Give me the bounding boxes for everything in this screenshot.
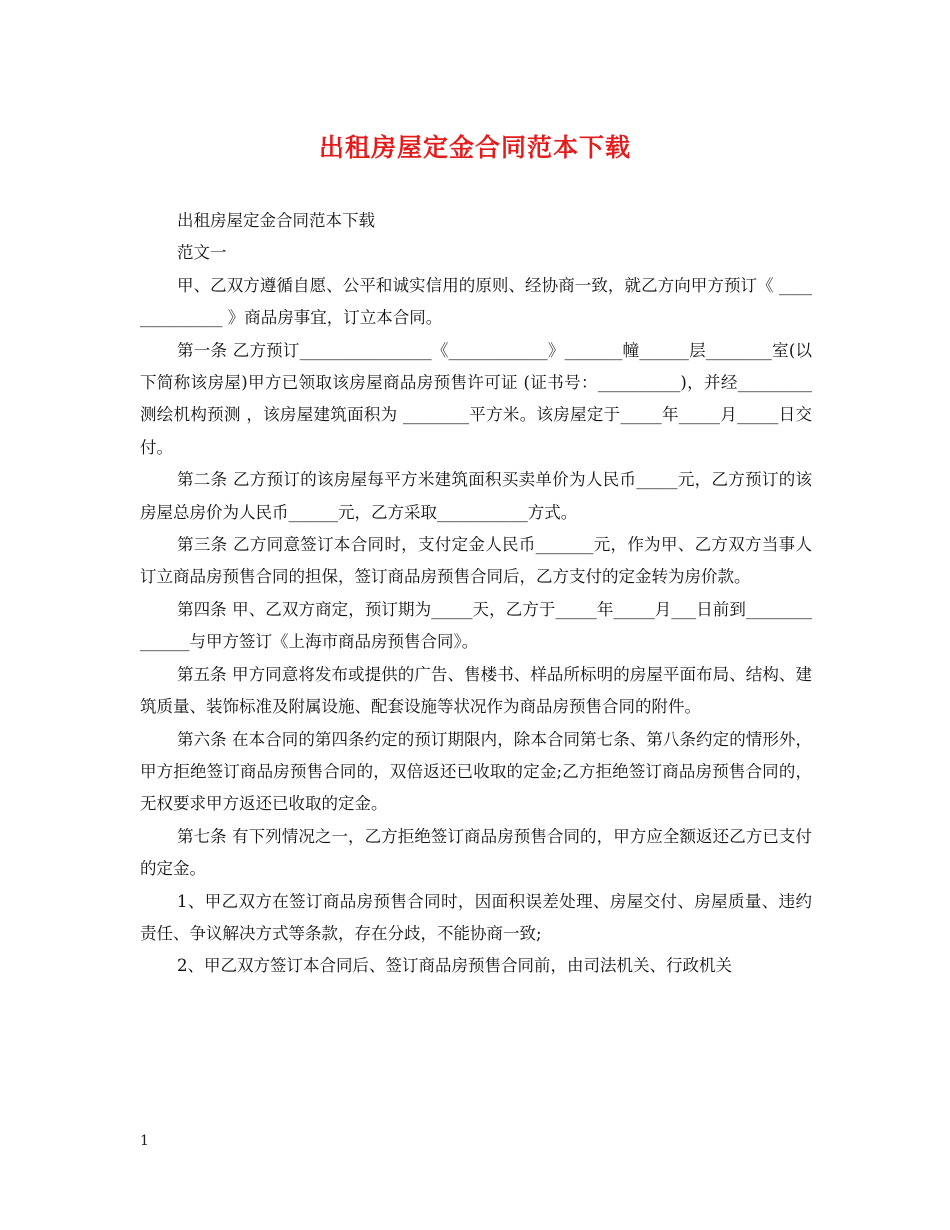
paragraph-article-3: 第三条 乙方同意签订本合同时，支付定金人民币_______元，作为甲、乙方双方当事人订立商品房预售合同的担保，签订商品房预售合同后，乙方支付的定金转为房价款。 (140, 535, 812, 587)
paragraph-item-2: 2、甲乙双方签订本合同后、签订商品房预售合同前，由司法机关、行政机关 (177, 956, 732, 976)
paragraph-sample-label: 范文一 (177, 243, 227, 263)
paragraph-item-1: 1、甲乙双方在签订商品房预售合同时，因面积误差处理、房屋交付、房屋质量、违约责任、争议解决方式等条款，存在分歧，不能协商一致; (140, 891, 812, 943)
paragraph-article-2: 第二条 乙方预订的该房屋每平方米建筑面积买卖单价为人民币_____元，乙方预订的该房屋总房价为人民币______元，乙方采取___________方式。 (140, 470, 812, 522)
paragraph-article-1: 第一条 乙方预订________________《____________》_______幢______层________室(以下简称该房屋)甲方已领取该房屋商品房预售许可证 (证书号：__________)，并经_________测绘机构预测 ，该房屋建筑面积为 ________平方米。该房屋定于_____年_____月_____日交付。 (140, 340, 812, 457)
paragraph-article-4: 第四条 甲、乙双方商定，预订期为_____天，乙方于_____年_____月___日前到______________与甲方签订《上海市商品房预售合同》。 (140, 599, 812, 652)
document-title: 出租房屋定金合同范本下载 (318, 133, 631, 162)
paragraph-article-5: 第五条 甲方同意将发布或提供的广告、售楼书、样品所标明的房屋平面布局、结构、建筑质量、装饰标准及附属设施、配套设施等状况作为商品房预售合同的附件。 (140, 664, 812, 717)
paragraph-preamble: 甲、乙双方遵循自愿、公平和诚实信用的原则、经协商一致，就乙方向甲方预订《 ______________ 》商品房事宜，订立本合同。 (140, 275, 812, 328)
document-body (140, 205, 812, 983)
paragraph-article-6: 第六条 在本合同的第四条约定的预订期限内，除本合同第七条、第八条约定的情形外，甲方拒绝签订商品房预售合同的，双倍返还已收取的定金;乙方拒绝签订商品房预售合同的，无权要求甲方返还已收取的定金。 (140, 729, 812, 814)
paragraph-article-7: 第七条 有下列情况之一，乙方拒绝签订商品房预售合同的，甲方应全额返还乙方已支付的定金。 (140, 826, 812, 879)
page-number: 1 (140, 1133, 149, 1149)
paragraph-subtitle: 出租房屋定金合同范本下载 (177, 211, 375, 230)
